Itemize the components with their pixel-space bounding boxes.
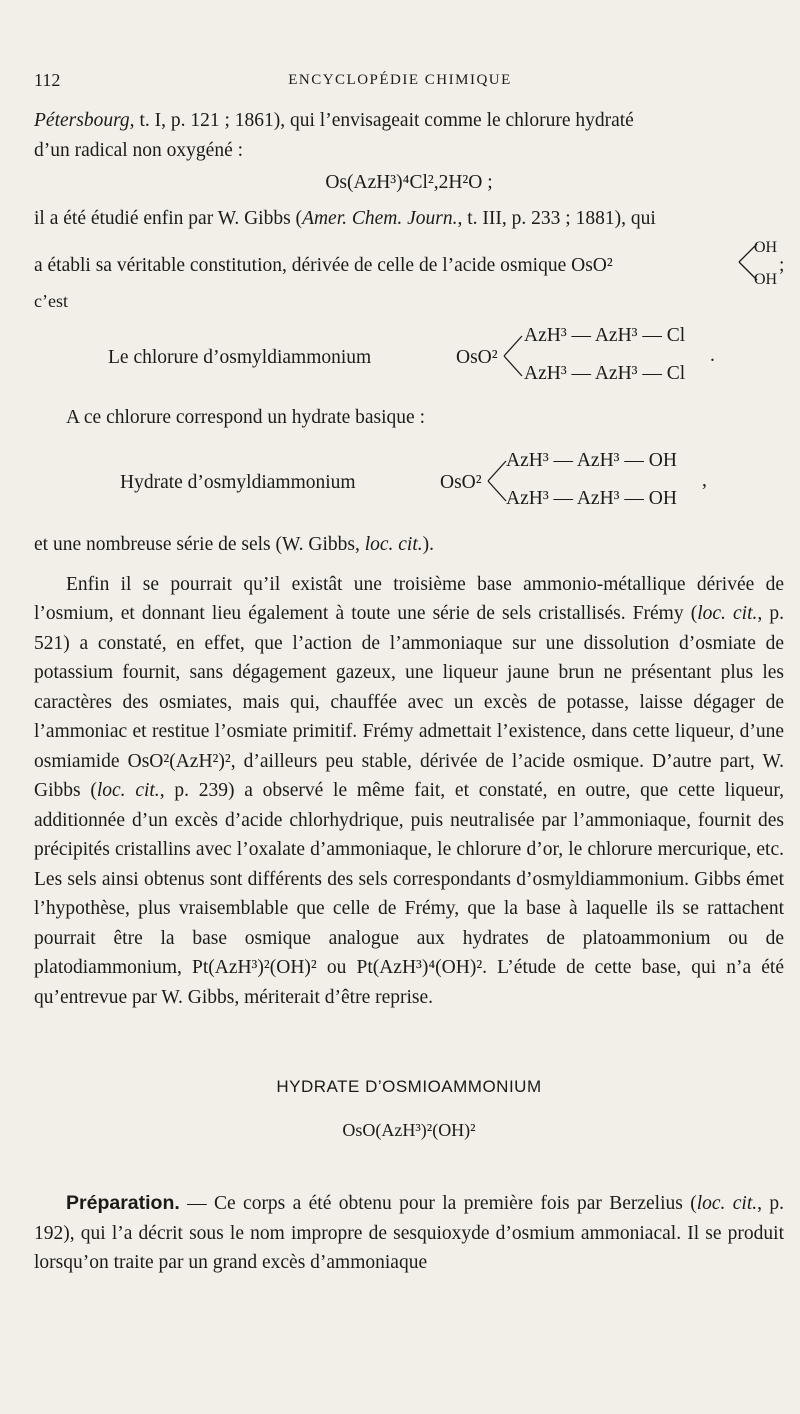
section-formula: OsO(AzH³)²(OH)² [342,1119,476,1140]
reference-italic: loc. cit. [364,534,423,555]
page-number: 112 [34,70,61,90]
paragraph-text: il a été étudié enfin par W. Gibbs ( [34,207,303,229]
paragraph-preparation [34,1189,784,1278]
hydroxyl-bottom: OH [754,271,778,288]
formula-bottom-branch: AzH³ — AzH³ — Cl [524,362,686,384]
bond-lines-icon [486,458,508,504]
page-body [34,106,784,1278]
osmic-acid-line [34,233,784,295]
hydroxyl-top: OH [754,239,778,256]
reference-italic: loc. cit. [696,1193,758,1214]
paragraph-text: , t. III, p. 233 ; 1881), qui [457,207,656,229]
reference-italic: loc. cit. [697,603,758,624]
punctuation: ; [779,255,785,276]
paragraph-gibbs [34,204,784,234]
formula-label: Le chlorure d’osmyldiammonium [108,346,372,368]
paragraph-text: , p. 192), qui l’a décrit sous le nom impropre de sesquioxyde d’osmium ammoniacal. Il se produit lorsqu’on traite par un grand excès d’ammoniaque [34,1193,784,1273]
journal-italic: Amer. Chem. Journ. [302,207,458,229]
punctuation: , [702,470,707,491]
page-header [34,70,766,94]
formula-label: Hydrate d’osmyldiammonium [120,472,356,493]
paragraph-text: , p. 521) a constaté, en effet, que l’action de l’ammoniaque sur une dissolution d’osmiate de potassium fournit, sans dégagement gazeux, une liqueur jaune brun ne présentant plus les caractères des osmiates, mais qui, chauffée avec un excès de potasse, laisse dégager de l’ammoniac et restitue l’osmiate primitif. Frémy admettait l’existence, dans cette liqueur, d’une osmiamide OsO²(AzH²)², d’ailleurs peu stable, dérivée de l’acide osmique. D’autre part, W. Gibbs ( [34,603,785,801]
formula-chlorure-block [34,321,784,391]
reference-italic: loc. cit. [96,780,160,801]
paragraph-third-base [34,570,784,1013]
reference-italic: Pétersbourg, [34,110,135,131]
formula-top-branch: AzH³ — AzH³ — OH [506,450,677,471]
paragraph-text: ). [422,534,435,555]
paragraph-salts [34,530,784,560]
running-title: ENCYCLOPÉDIE CHIMIQUE [288,72,512,88]
cest-text: c’est [34,291,68,311]
paragraph-text: a établi sa véritable constitution, dérivée de celle de l’acide osmique OsO² [34,255,613,276]
paragraph-text: et une nombreuse série de sels (W. Gibbs, [34,534,365,555]
formula-os-chloride: Os(AzH³)⁴Cl²,2H²O ; [325,172,493,193]
formula-os: OsO² [440,472,482,493]
formula-os: OsO² [456,346,498,368]
formula-top-branch: AzH³ — AzH³ — Cl [524,324,686,346]
paragraph-text: d’un radical non oxygéné : [34,139,244,161]
punctuation: . [710,344,715,366]
run-in-heading: Préparation. [66,1192,180,1214]
formula-hydrate-block [34,444,784,516]
paragraph-text: , p. 239) a observé le même fait, et constaté, en outre, que cette liqueur, additionnée d’un excès d’acide chlorhydrique, puis neutralisée par l’ammoniaque, fournit des précipités cristallins avec l’oxalate d’ammoniaque, le chlorure d’or, le chlorure mercurique, etc. Les sels ainsi obtenus sont différents des sels correspondants d’osmyldiammonium. Gibbs émet l’hypothèse, plus vraisemblable que celle de Frémy, que la base à laquelle ils se rattachent pourrait être la base osmique analogue aux hydrates de platoammonium ou de platodiammonium, Pt(AzH³)²(OH)² ou Pt(AzH³)⁴(OH)². L’étude de cette base, qui n’a été qu’entrevue par W. Gibbs, mériterait d’être reprise. [34,780,784,1008]
paragraph-continued [34,106,784,165]
section-heading: HYDRATE D’OSMIOAMMONIUM [276,1077,542,1096]
paragraph-hydrate-intro: A ce chlorure correspond un hydrate basique : [66,406,425,428]
paragraph-text: Enfin il se pourrait qu’il existât une troisième base ammonio-métallique dérivée de l’osmium, et donnant lieu également à toute une série de sels cristallisés. Frémy ( [34,573,784,624]
paragraph-text: — Ce corps a été obtenu pour la première fois par Berzelius ( [179,1193,697,1214]
paragraph-text: t. I, p. 121 ; 1861), qui l’envisageait comme le chlorure hydraté [134,110,634,131]
formula-bottom-branch: AzH³ — AzH³ — OH [506,488,677,509]
bond-lines-icon [502,333,524,379]
